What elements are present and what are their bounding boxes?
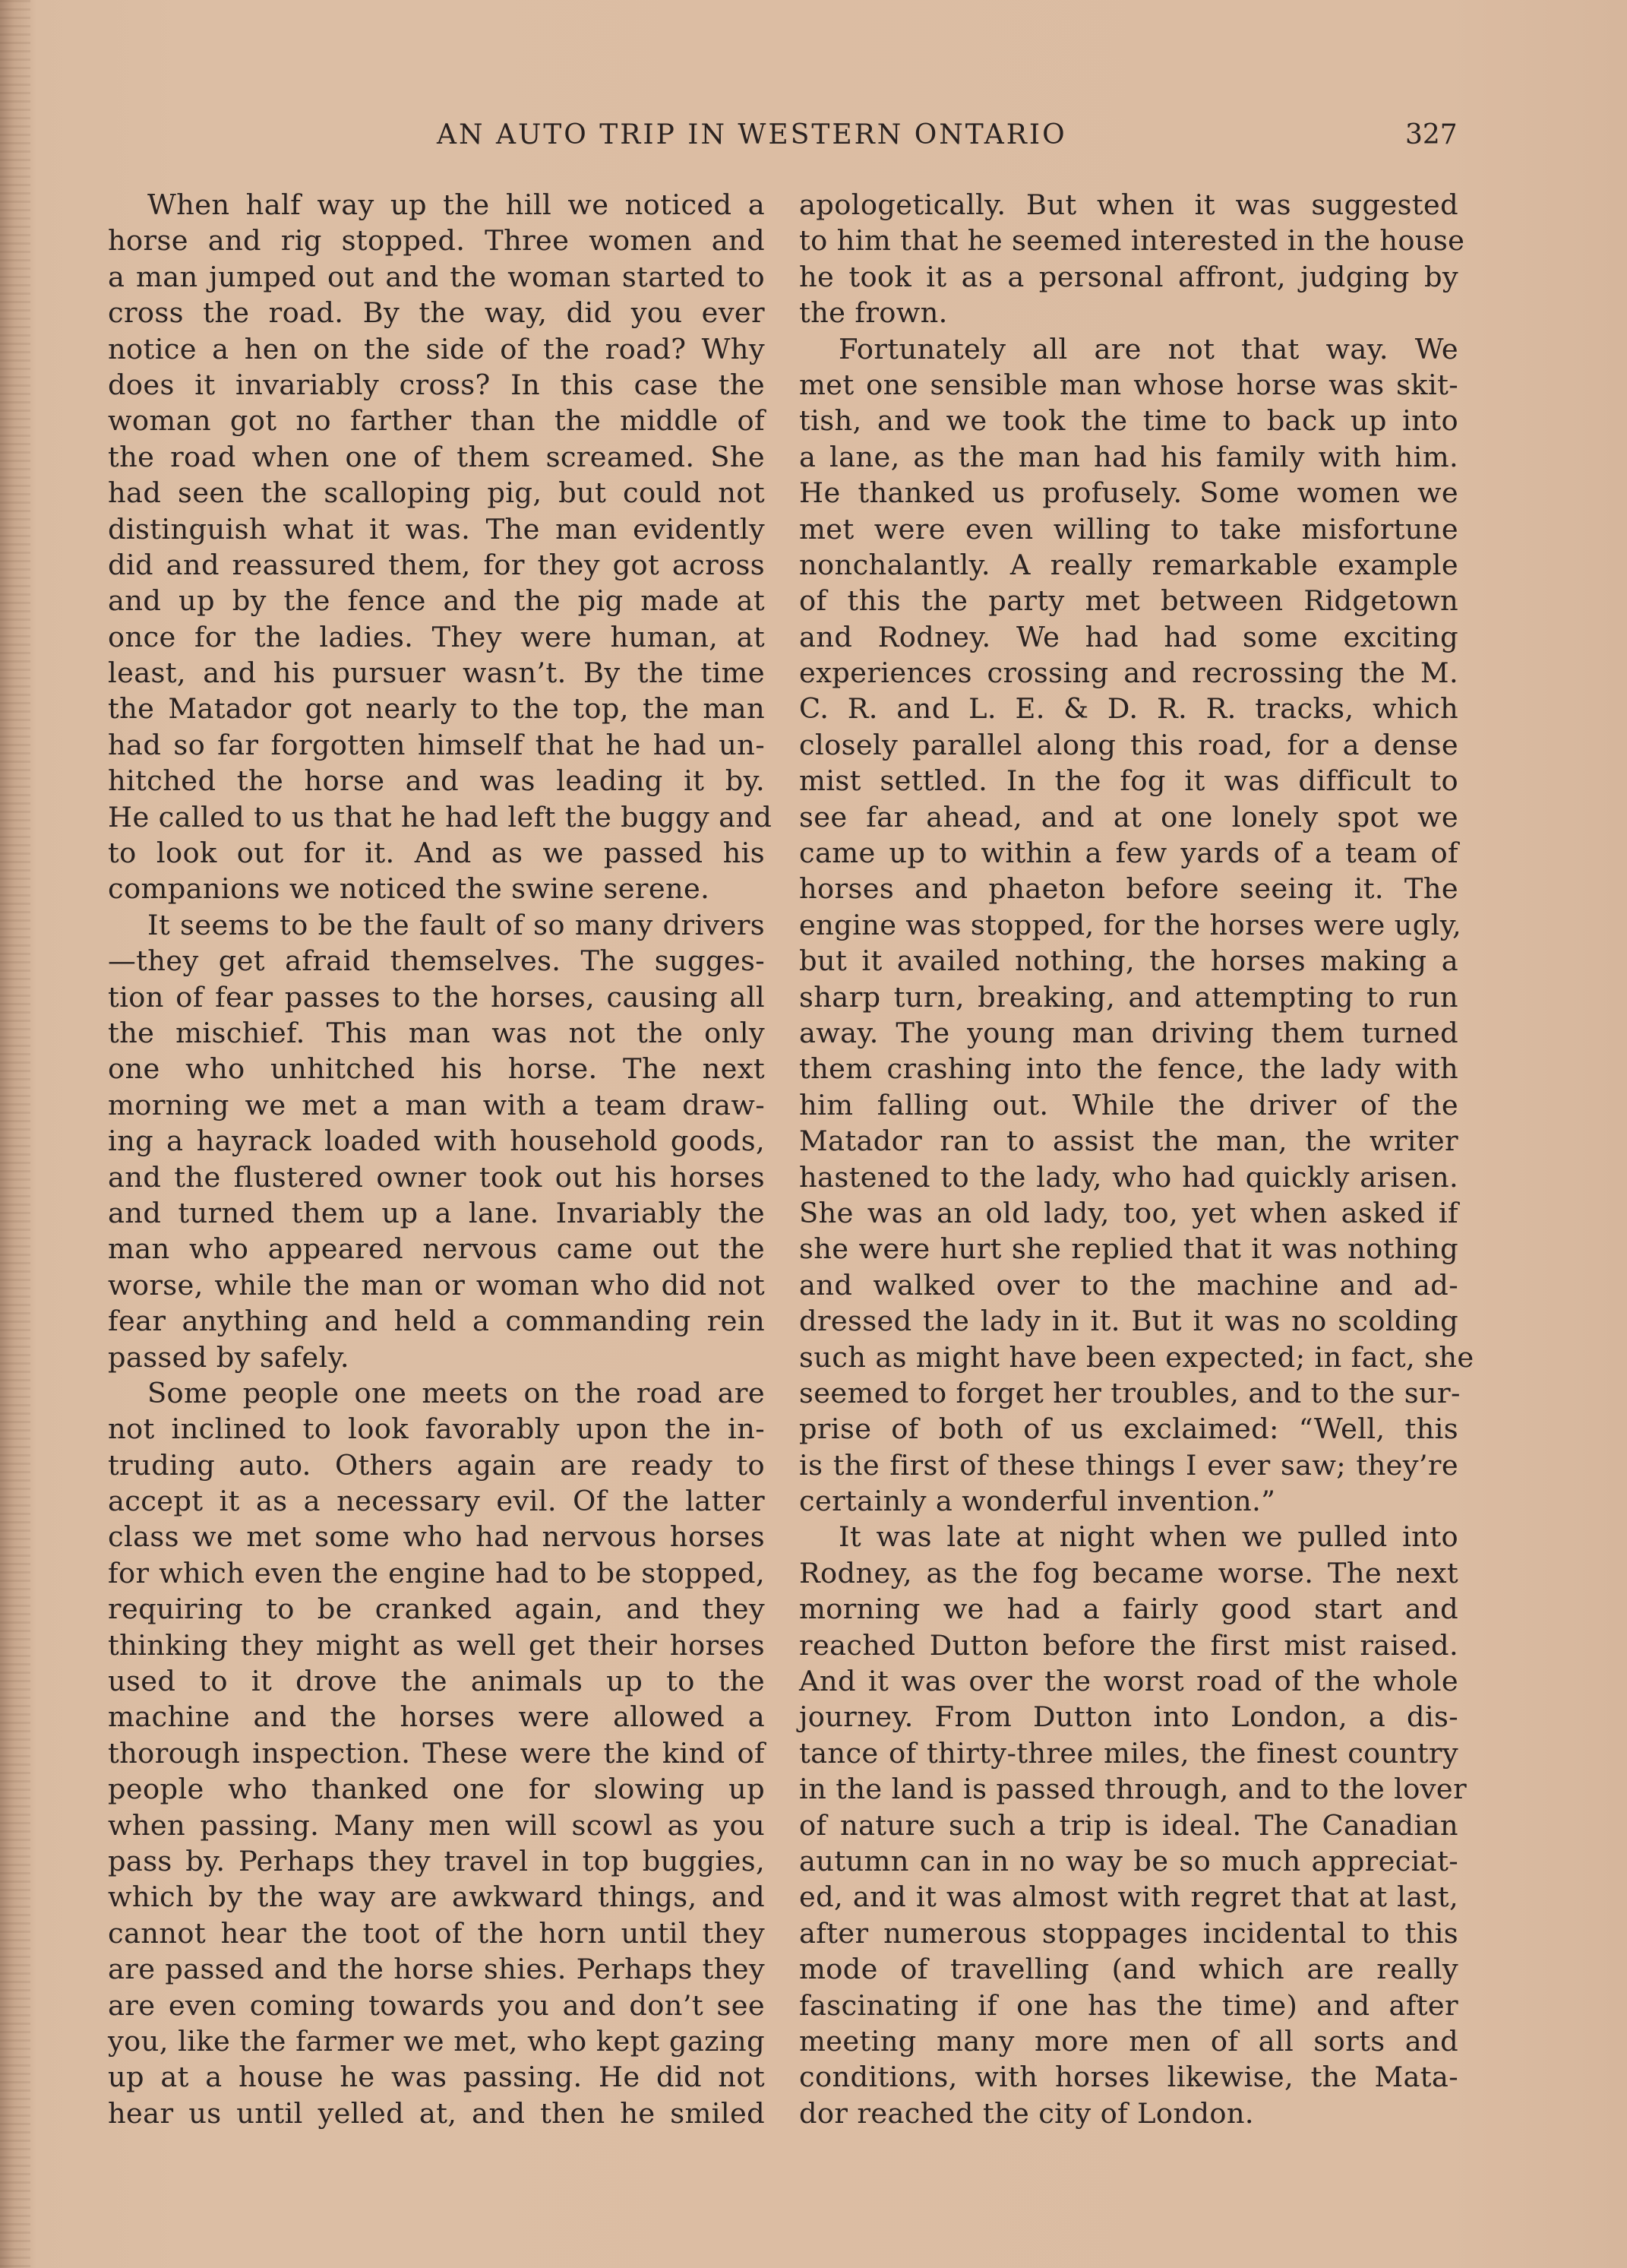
text-line: she were hurt she replied that it was nothing [799,1232,1458,1266]
text-line: hitched the horse and was leading it by. [108,764,765,798]
text-line: horses and phaeton before seeing it. The [799,872,1458,906]
text-line: which by the way are awkward things, and [108,1881,765,1914]
text-line: one who unhitched his horse. The next [108,1052,765,1086]
text-line: and Rodney. We had had some exciting [799,620,1458,653]
text-line: does it invariably cross? In this case the [108,368,765,401]
running-title: AN AUTO TRIP IN WESTERN ONTARIO [437,119,1067,150]
text-line: are even coming towards you and don’t see [108,1988,765,2022]
text-line: them crashing into the fence, the lady with [799,1052,1458,1086]
text-line: the road when one of them screamed. She [108,440,765,473]
text-line: had so far forgotten himself that he had un- [108,728,765,761]
text-line: cannot hear the toot of the horn until they [108,1916,765,1950]
text-line: machine and the horses were allowed a [108,1700,765,1734]
text-line: thinking they might as well get their horses [108,1628,765,1662]
text-line: prise of both of us exclaimed: “Well, this [799,1412,1458,1446]
text-line: pass by. Perhaps they travel in top buggies, [108,1844,765,1877]
text-line: of nature such a trip is ideal. The Canadian [799,1808,1458,1842]
text-line: woman got no farther than the middle of [108,404,765,438]
text-line: experiences crossing and recrossing the M. [799,656,1458,690]
text-line: least, and his pursuer wasn’t. By the time [108,656,765,690]
text-line: morning we met a man with a team draw- [108,1088,765,1121]
text-line: and the flustered owner took out his horses [108,1160,765,1194]
text-line: nonchalantly. A really remarkable example [799,548,1458,581]
text-line: hastened to the lady, who had quickly arisen. [799,1160,1458,1194]
text-line: tion of fear passes to the horses, causing all [108,980,765,1014]
text-line: see far ahead, and at one lonely spot we [799,800,1458,833]
text-line: he took it as a personal affront, judging by [799,260,1458,293]
text-line: away. The young man driving them turned [799,1016,1458,1049]
text-line: and walked over to the machine and ad- [799,1268,1458,1302]
text-line: certainly a wonderful invention.” [799,1485,1276,1518]
text-line: fear anything and held a commanding rein [108,1305,765,1338]
text-line: to him that he seemed interested in the house [799,224,1465,258]
text-line: had seen the scalloping pig, but could not [108,476,765,510]
text-line: He thanked us profusely. Some women we [799,476,1458,510]
text-line: Matador ran to assist the man, the writer [799,1125,1458,1158]
text-line: tish, and we took the time to back up into [799,404,1458,438]
text-line: the mischief. This man was not the only [108,1016,765,1049]
text-line: truding auto. Others again are ready to [108,1448,765,1482]
text-line: engine was stopped, for the horses were ugly, [799,908,1462,941]
text-line: autumn can in no way be so much appreciat- [799,1844,1458,1877]
text-line: notice a hen on the side of the road? Why [108,332,765,365]
text-line: horse and rig stopped. Three women and [108,224,765,258]
text-line: accept it as a necessary evil. Of the latter [108,1485,765,1518]
text-line: are passed and the horse shies. Perhaps they [108,1953,765,1986]
text-line: morning we had a fairly good start and [799,1593,1458,1626]
text-line: apologetically. But when it was suggested [799,188,1458,221]
text-line: a lane, as the man had his family with him. [799,440,1458,473]
text-line: in the land is passed through, and to the lover [799,1773,1467,1806]
text-line: when passing. Many men will scowl as you [108,1808,765,1842]
text-line: fascinating if one has the time) and after [799,1988,1458,2022]
text-line: She was an old lady, too, yet when asked if [799,1196,1458,1229]
text-line: but it availed nothing, the horses making a [799,944,1458,978]
text-line: meeting many more men of all sorts and [799,2024,1458,2058]
text-line: requiring to be cranked again, and they [108,1593,765,1626]
text-line: to look out for it. And as we passed his [108,837,765,870]
text-line: companions we noticed the swine serene. [108,872,710,906]
text-line: dor reached the city of London. [799,2096,1254,2130]
text-line: worse, while the man or woman who did not [108,1268,765,1302]
text-line: the Matador got nearly to the top, the man [108,692,765,726]
text-line: tance of thirty-three miles, the finest country [799,1736,1458,1770]
text-line: a man jumped out and the woman started to [108,260,765,293]
text-line: and up by the fence and the pig made at [108,584,765,618]
text-line: the frown. [799,296,948,330]
text-line: Some people one meets on the road are [147,1376,765,1409]
text-line: closely parallel along this road, for a dense [799,728,1458,761]
text-line: Fortunately all are not that way. We [839,332,1458,365]
text-line: dressed the lady in it. But it was no scolding [799,1305,1458,1338]
text-line: When half way up the hill we noticed a [147,188,765,221]
text-line: mist settled. In the fog it was difficult to [799,764,1458,798]
text-line: Rodney, as the fog became worse. The next [799,1556,1458,1589]
text-line: conditions, with horses likewise, the Mata- [799,2061,1458,2094]
text-line: hear us until yelled at, and then he smiled [108,2096,765,2130]
text-line: came up to within a few yards of a team of [799,837,1458,870]
text-line: thorough inspection. These were the kind of [108,1736,765,1770]
right-column [799,187,1474,2131]
text-line: met were even willing to take misfortune [799,512,1458,546]
text-line: class we met some who had nervous horses [108,1520,765,1554]
text-line: And it was over the worst road of the whole [799,1665,1458,1698]
text-line: mode of travelling (and which are really [799,1953,1458,1986]
text-line: C. R. and L. E. & D. R. R. tracks, which [799,692,1458,726]
text-line: passed by safely. [108,1340,349,1374]
text-line: —they get afraid themselves. The sugges- [108,944,765,978]
text-line: you, like the farmer we met, who kept gazing [108,2024,765,2058]
text-line: not inclined to look favorably upon the in- [108,1412,765,1446]
text-line: It was late at night when we pulled into [839,1520,1458,1554]
book-spine-edge [0,0,30,2268]
text-line: cross the road. By the way, did you ever [108,296,765,330]
left-column [108,187,772,2131]
text-line: is the first of these things I ever saw; they’re [799,1448,1458,1482]
text-line: met one sensible man whose horse was skit- [799,368,1458,401]
text-line: ed, and it was almost with regret that at last, [799,1881,1458,1914]
text-line: ing a hayrack loaded with household goods, [108,1125,765,1158]
text-line: once for the ladies. They were human, at [108,620,765,653]
text-line: It seems to be the fault of so many drivers [147,908,765,941]
text-line: reached Dutton before the first mist raised. [799,1628,1458,1662]
text-line: journey. From Dutton into London, a dis- [799,1700,1458,1734]
text-line: sharp turn, breaking, and attempting to run [799,980,1458,1014]
text-line: He called to us that he had left the buggy and [108,800,772,833]
text-line: used to it drove the animals up to the [108,1665,765,1698]
running-header [0,115,1627,155]
text-line: after numerous stoppages incidental to this [799,1916,1458,1950]
text-line: seemed to forget her troubles, and to the sur- [799,1376,1461,1409]
text-line: of this the party met between Ridgetown [799,584,1458,618]
page-number: 327 [1405,119,1458,150]
text-line: people who thanked one for slowing up [108,1773,765,1806]
text-line: such as might have been expected; in fact, she [799,1340,1474,1374]
text-line: distinguish what it was. The man evidently [108,512,765,546]
text-line: up at a house he was passing. He did not [108,2061,765,2094]
text-line: did and reassured them, for they got across [108,548,765,581]
text-line: him falling out. While the driver of the [799,1088,1458,1121]
text-line: and turned them up a lane. Invariably the [108,1196,765,1229]
text-line: for which even the engine had to be stopped, [108,1556,765,1589]
text-line: man who appeared nervous came out the [108,1232,765,1266]
